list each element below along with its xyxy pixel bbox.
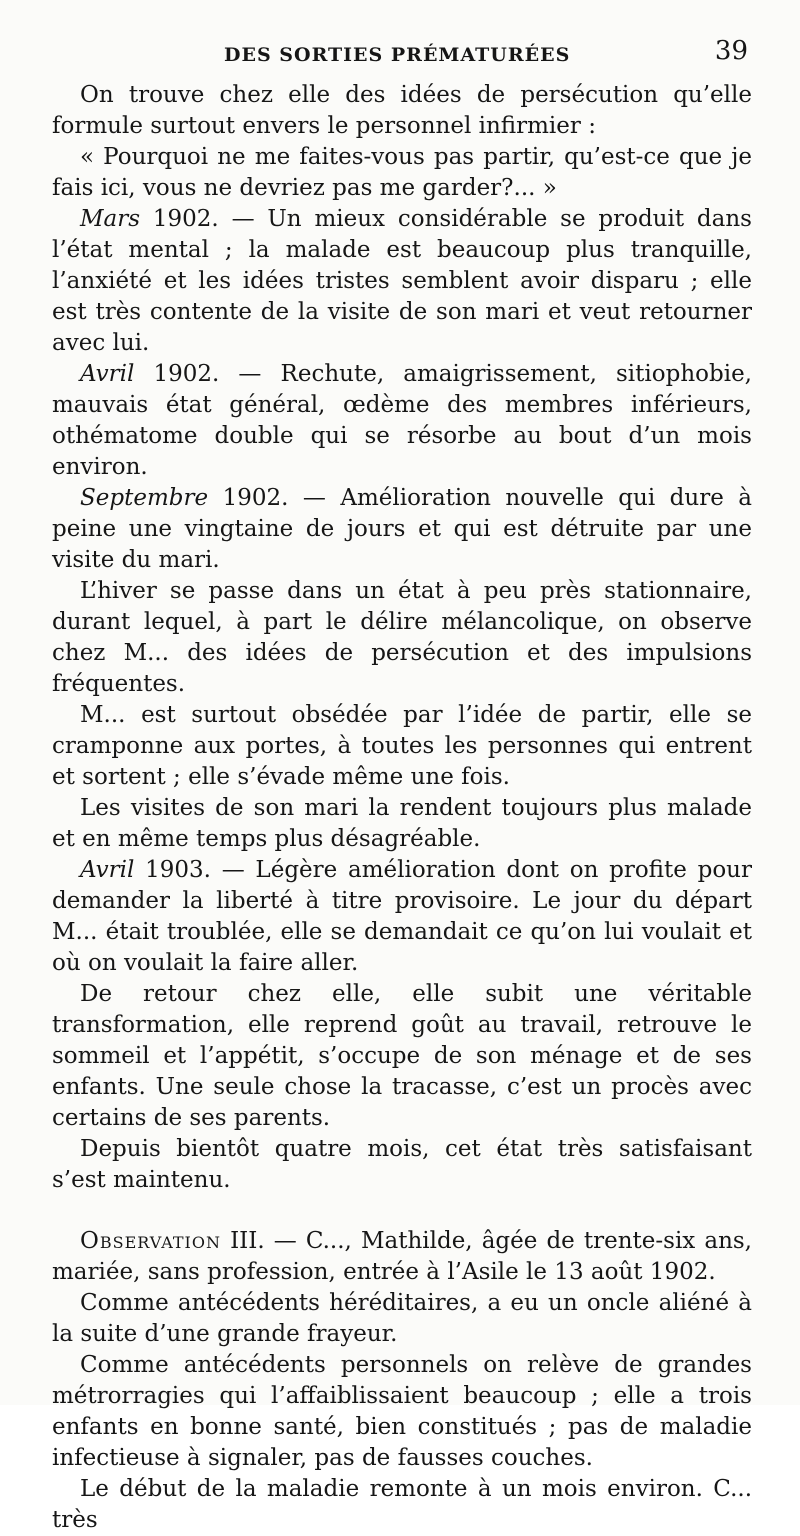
observation-heading: Observation III. — C..., Mathilde, âgée de trente-six ans, mariée, sans profession, entrée à l’Asile le 13 août 1902. xyxy=(52,1228,752,1285)
paragraph: Avril 1903. — Légère amélioration dont on profite pour demander la liberté à titre provisoire. Le jour du départ M... était troublée, elle se demandait ce qu’on lui voulait et où on voulait la faire aller. xyxy=(52,857,752,976)
paragraph: Mars 1902. — Un mieux considérable se produit dans l’état mental ; la malade est beaucoup plus tranquille, l’anxiété et les idées tristes semblent avoir disparu ; elle est très contente de la visite de son mari et veut retourner avec lui. xyxy=(52,206,752,356)
paragraph: Avril 1902. — Rechute, amaigrissement, sitiophobie, mauvais état général, œdème des membres inférieurs, othématome double qui se résorbe au bout d’un mois environ. xyxy=(52,361,752,480)
date-month: Septembre xyxy=(80,485,209,511)
observation-label: Observation xyxy=(80,1228,221,1254)
running-title: DES SORTIES PRÉMATURÉES xyxy=(224,44,571,66)
paragraph: De retour chez elle, elle subit une véritable transformation, elle reprend goût au travail, retrouve le sommeil et l’appétit, s’occupe de son ménage et de ses enfants. Une seule chose la tracasse, c’est un procès avec certains de ses parents. xyxy=(52,981,752,1131)
page-header xyxy=(0,36,800,76)
date-month: Avril xyxy=(80,857,135,883)
date-month: Mars xyxy=(80,206,141,232)
paragraph: « Pourquoi ne me faites-vous pas partir, qu’est-ce que je fais ici, vous ne devriez pas me garder?... » xyxy=(52,144,752,201)
paragraph: Comme antécédents personnels on relève de grandes métrorragies qui l’affaiblissaient beaucoup ; elle a trois enfants en bonne santé, bien constitués ; pas de maladie infectieuse à signaler, pas de fausses couches. xyxy=(52,1352,752,1471)
paragraph: On trouve chez elle des idées de persécution qu’elle formule surtout envers le personnel infirmier : xyxy=(52,82,752,139)
page-body xyxy=(52,80,752,1536)
paragraph: Le début de la maladie remonte à un mois environ. C... très xyxy=(52,1476,752,1533)
page-number: 39 xyxy=(714,36,748,66)
paragraph: Comme antécédents héréditaires, a eu un oncle aliéné à la suite d’une grande frayeur. xyxy=(52,1290,752,1347)
paragraph: L’hiver se passe dans un état à peu près stationnaire, durant lequel, à part le délire mélancolique, on observe chez M... des idées de persécution et des impulsions fréquentes. xyxy=(52,578,752,697)
paragraph: M... est surtout obsédée par l’idée de partir, elle se cramponne aux portes, à toutes les personnes qui entrent et sortent ; elle s’évade même une fois. xyxy=(52,702,752,790)
paragraph: Septembre 1902. — Amélioration nouvelle qui dure à peine une vingtaine de jours et qui est détruite par une visite du mari. xyxy=(52,485,752,573)
paragraph: Depuis bientôt quatre mois, cet état très satisfaisant s’est maintenu. xyxy=(52,1136,752,1193)
date-month: Avril xyxy=(80,361,135,387)
observation-numeral: III. xyxy=(230,1228,265,1254)
paragraph: Les visites de son mari la rendent toujours plus malade et en même temps plus désagréable. xyxy=(52,795,752,852)
